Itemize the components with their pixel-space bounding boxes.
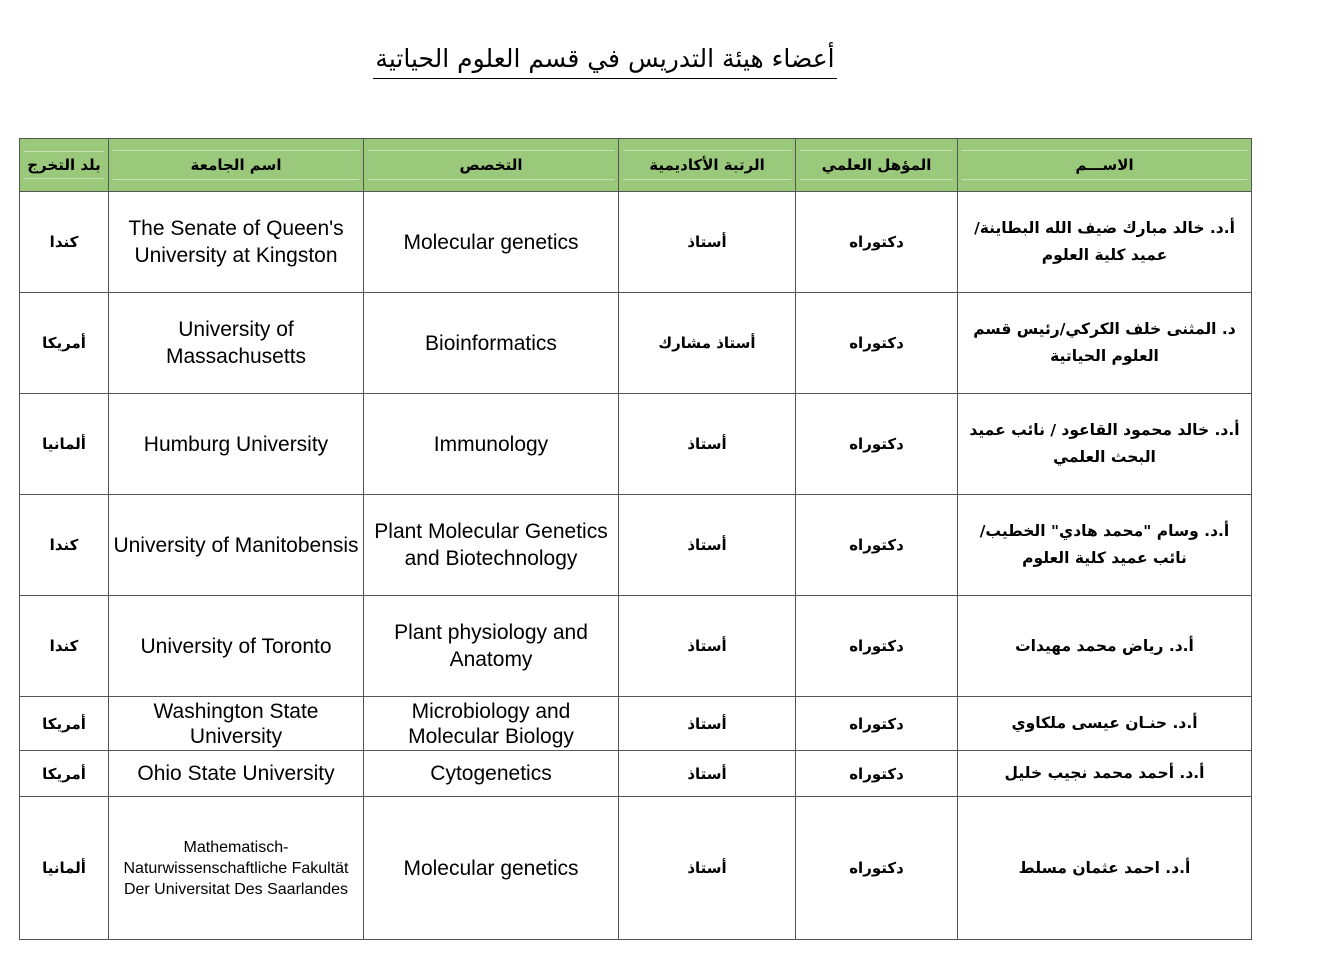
cell-specialization: Immunology xyxy=(364,394,619,495)
cell-qualification: دكتوراه xyxy=(796,495,958,596)
table-row xyxy=(20,293,1252,394)
cell-country: ألمانيا xyxy=(20,394,109,495)
cell-name: أ.د. حنـان عيسى ملكاوي xyxy=(958,697,1252,751)
cell-name: أ.د. احمد عثمان مسلط xyxy=(958,797,1252,940)
cell-specialization: Molecular genetics xyxy=(364,797,619,940)
table-header-row xyxy=(20,139,1252,192)
cell-country: أمريكا xyxy=(20,751,109,797)
page-title-text: أعضاء هيئة التدريس في قسم العلوم الحياتية xyxy=(373,42,836,79)
cell-country: أمريكا xyxy=(20,293,109,394)
header-rank: الرتبة الأكاديمية xyxy=(619,139,796,192)
cell-country: كندا xyxy=(20,495,109,596)
table-row xyxy=(20,495,1252,596)
cell-country: أمريكا xyxy=(20,697,109,751)
cell-qualification: دكتوراه xyxy=(796,697,958,751)
cell-specialization: Microbiology and Molecular Biology xyxy=(364,697,619,751)
table-row xyxy=(20,394,1252,495)
cell-specialization: Plant physiology and Anatomy xyxy=(364,596,619,697)
cell-university: University of Massachusetts xyxy=(109,293,364,394)
cell-country: ألمانيا xyxy=(20,797,109,940)
cell-name: أ.د. وسام "محمد هادي" الخطيب/ نائب عميد كلية العلوم xyxy=(958,495,1252,596)
page-title xyxy=(0,42,1210,79)
cell-qualification: دكتوراه xyxy=(796,751,958,797)
cell-qualification: دكتوراه xyxy=(796,596,958,697)
cell-university: The Senate of Queen's University at Kingston xyxy=(109,192,364,293)
cell-country: كندا xyxy=(20,596,109,697)
cell-name: أ.د. خالد محمود القاعود / نائب عميد البحث العلمي xyxy=(958,394,1252,495)
cell-university: Ohio State University xyxy=(109,751,364,797)
cell-rank: أستاذ xyxy=(619,596,796,697)
table-row xyxy=(20,596,1252,697)
cell-rank: أستاذ xyxy=(619,697,796,751)
cell-specialization: Bioinformatics xyxy=(364,293,619,394)
cell-specialization: Molecular genetics xyxy=(364,192,619,293)
cell-country: كندا xyxy=(20,192,109,293)
header-university: اسم الجامعة xyxy=(109,139,364,192)
header-specialization: التخصص xyxy=(364,139,619,192)
cell-name: أ.د. رياض محمد مهيدات xyxy=(958,596,1252,697)
cell-university: Humburg University xyxy=(109,394,364,495)
cell-name: د. المثنى خلف الكركي/رئيس قسم العلوم الحياتية xyxy=(958,293,1252,394)
cell-university: Mathematisch-Naturwissenschaftliche Fakultät Der Universitat Des Saarlandes xyxy=(109,797,364,940)
cell-rank: أستاذ xyxy=(619,797,796,940)
cell-rank: أستاذ xyxy=(619,192,796,293)
cell-rank: أستاذ xyxy=(619,751,796,797)
table-row xyxy=(20,751,1252,797)
cell-specialization: Cytogenetics xyxy=(364,751,619,797)
cell-qualification: دكتوراه xyxy=(796,293,958,394)
cell-rank: أستاذ مشارك xyxy=(619,293,796,394)
faculty-table xyxy=(19,138,1252,940)
table-row xyxy=(20,697,1252,751)
cell-university: Washington State University xyxy=(109,697,364,751)
header-qualification: المؤهل العلمي xyxy=(796,139,958,192)
cell-name: أ.د. أحمد محمد نجيب خليل xyxy=(958,751,1252,797)
table-row xyxy=(20,797,1252,940)
header-country: بلد التخرج xyxy=(20,139,109,192)
cell-name: أ.د. خالد مبارك ضيف الله البطاينة/ عميد كلية العلوم xyxy=(958,192,1252,293)
cell-qualification: دكتوراه xyxy=(796,394,958,495)
cell-university: University of Toronto xyxy=(109,596,364,697)
cell-rank: أستاذ xyxy=(619,394,796,495)
cell-specialization: Plant Molecular Genetics and Biotechnology xyxy=(364,495,619,596)
cell-university: University of Manitobensis xyxy=(109,495,364,596)
cell-rank: أستاذ xyxy=(619,495,796,596)
cell-qualification: دكتوراه xyxy=(796,797,958,940)
table-row xyxy=(20,192,1252,293)
cell-qualification: دكتوراه xyxy=(796,192,958,293)
header-name: الاســـم xyxy=(958,139,1252,192)
